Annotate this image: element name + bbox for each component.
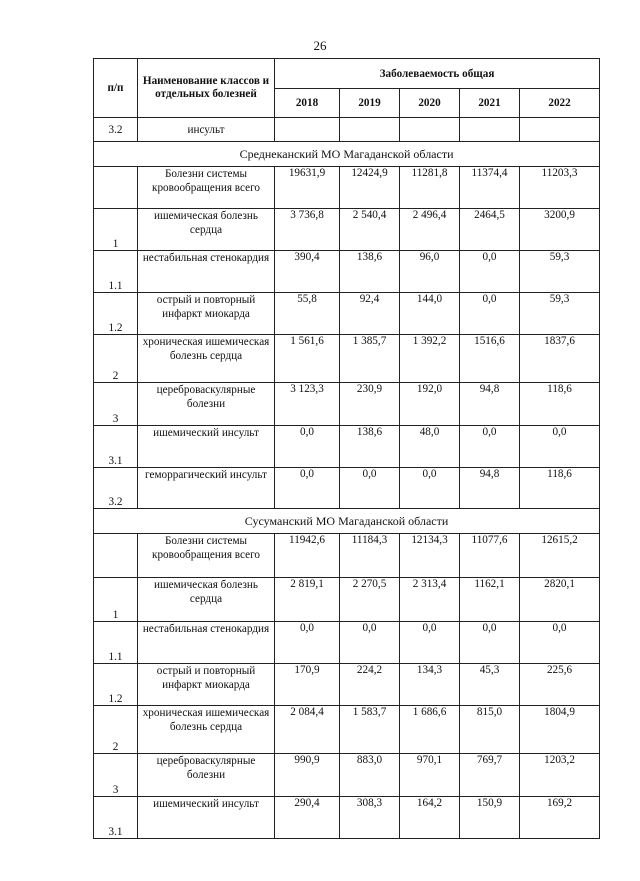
row-value: 12134,3	[400, 534, 460, 578]
section-row	[94, 509, 600, 534]
row-value: 2464,5	[460, 209, 520, 251]
row-value: 94,8	[460, 383, 520, 426]
row-value: 94,8	[460, 468, 520, 509]
row-name: острый и повторный инфаркт миокарда	[138, 664, 275, 706]
row-name: хроническая ишемическая болезнь сердца	[138, 335, 275, 383]
row-value: 192,0	[400, 383, 460, 426]
row-value: 0,0	[340, 468, 400, 509]
row-name: нестабильная стенокардия	[138, 622, 275, 664]
row-value: 2 270,5	[340, 578, 400, 622]
row-name: ишемическая болезнь сердца	[138, 578, 275, 622]
section-row	[94, 142, 600, 167]
row-number: 1	[94, 578, 138, 622]
row-value	[275, 118, 340, 142]
row-value: 2 540,4	[340, 209, 400, 251]
table-row	[94, 664, 600, 706]
row-name: хроническая ишемическая болезнь сердца	[138, 706, 275, 754]
table-row	[94, 534, 600, 578]
row-value: 1 392,2	[400, 335, 460, 383]
row-number: 1.1	[94, 622, 138, 664]
row-value: 11942,6	[275, 534, 340, 578]
row-value: 12424,9	[340, 167, 400, 209]
header-year: 2019	[340, 89, 400, 118]
row-value: 1203,2	[520, 754, 600, 797]
row-value: 2 313,4	[400, 578, 460, 622]
row-value: 45,3	[460, 664, 520, 706]
row-value: 1804,9	[520, 706, 600, 754]
row-value: 0,0	[275, 426, 340, 468]
row-value: 11203,3	[520, 167, 600, 209]
row-value: 118,6	[520, 468, 600, 509]
table-row	[94, 167, 600, 209]
row-value: 1 385,7	[340, 335, 400, 383]
row-name: ишемический инсульт	[138, 426, 275, 468]
row-value: 308,3	[340, 797, 400, 839]
row-value: 0,0	[460, 251, 520, 293]
row-value: 1 583,7	[340, 706, 400, 754]
row-value: 59,3	[520, 293, 600, 335]
table-row	[94, 468, 600, 509]
row-name: Болезни системы кровообращения всего	[138, 534, 275, 578]
row-name: инсульт	[138, 118, 275, 142]
table-row	[94, 754, 600, 797]
row-value: 11184,3	[340, 534, 400, 578]
row-number: 3.2	[94, 118, 138, 142]
row-value: 0,0	[520, 426, 600, 468]
row-value: 225,6	[520, 664, 600, 706]
header-pp: п/п	[94, 59, 138, 118]
row-value: 134,3	[400, 664, 460, 706]
table-row	[94, 383, 600, 426]
row-value: 55,8	[275, 293, 340, 335]
header-year: 2021	[460, 89, 520, 118]
page-number: 26	[313, 38, 327, 53]
row-value	[520, 118, 600, 142]
row-number: 1.2	[94, 293, 138, 335]
row-value: 0,0	[400, 468, 460, 509]
row-number: 3.1	[94, 426, 138, 468]
row-name: цереброваскулярные болезни	[138, 754, 275, 797]
row-value: 1516,6	[460, 335, 520, 383]
row-number	[94, 534, 138, 578]
row-number: 3.1	[94, 797, 138, 839]
row-value: 59,3	[520, 251, 600, 293]
row-number: 1.2	[94, 664, 138, 706]
row-value: 11077,6	[460, 534, 520, 578]
row-value: 170,9	[275, 664, 340, 706]
row-value: 390,4	[275, 251, 340, 293]
row-value: 769,7	[460, 754, 520, 797]
section-title: Сусуманский МО Магаданской области	[94, 509, 600, 534]
row-value: 2 819,1	[275, 578, 340, 622]
table-row	[94, 293, 600, 335]
row-value	[460, 118, 520, 142]
row-value: 138,6	[340, 251, 400, 293]
table-row	[94, 118, 600, 142]
row-name: острый и повторный инфаркт миокарда	[138, 293, 275, 335]
row-value: 169,2	[520, 797, 600, 839]
row-value: 1 686,6	[400, 706, 460, 754]
row-name: ишемическая болезнь сердца	[138, 209, 275, 251]
row-value: 0,0	[460, 622, 520, 664]
row-name: цереброваскулярные болезни	[138, 383, 275, 426]
row-value: 2820,1	[520, 578, 600, 622]
row-value: 990,9	[275, 754, 340, 797]
row-value: 3200,9	[520, 209, 600, 251]
row-number: 3	[94, 383, 138, 426]
table-row	[94, 706, 600, 754]
header-row	[94, 59, 600, 89]
row-number: 2	[94, 706, 138, 754]
table-row	[94, 797, 600, 839]
row-value: 2 496,4	[400, 209, 460, 251]
row-value: 144,0	[400, 293, 460, 335]
row-name: ишемический инсульт	[138, 797, 275, 839]
row-value: 118,6	[520, 383, 600, 426]
row-number: 2	[94, 335, 138, 383]
row-number: 1.1	[94, 251, 138, 293]
row-value: 1 561,6	[275, 335, 340, 383]
row-value: 883,0	[340, 754, 400, 797]
morbidity-table	[93, 58, 600, 839]
row-value: 12615,2	[520, 534, 600, 578]
row-value: 0,0	[520, 622, 600, 664]
header-year: 2018	[275, 89, 340, 118]
header-group: Заболеваемость общая	[275, 59, 600, 89]
row-value: 138,6	[340, 426, 400, 468]
header-name: Наименование классов и отдельных болезней	[138, 59, 275, 118]
row-value: 11281,8	[400, 167, 460, 209]
row-value: 2 084,4	[275, 706, 340, 754]
table-row	[94, 622, 600, 664]
row-value: 290,4	[275, 797, 340, 839]
row-value: 0,0	[275, 468, 340, 509]
row-value: 0,0	[400, 622, 460, 664]
row-value: 92,4	[340, 293, 400, 335]
row-number: 3.2	[94, 468, 138, 509]
row-name: нестабильная стенокардия	[138, 251, 275, 293]
row-value: 970,1	[400, 754, 460, 797]
table-row	[94, 578, 600, 622]
row-value: 0,0	[340, 622, 400, 664]
row-number	[94, 167, 138, 209]
section-title: Среднеканский МО Магаданской области	[94, 142, 600, 167]
row-value: 0,0	[275, 622, 340, 664]
row-value: 0,0	[460, 426, 520, 468]
row-number: 1	[94, 209, 138, 251]
row-value	[400, 118, 460, 142]
row-value: 164,2	[400, 797, 460, 839]
row-name: геморрагический инсульт	[138, 468, 275, 509]
header-year: 2020	[400, 89, 460, 118]
row-value: 150,9	[460, 797, 520, 839]
table-row	[94, 426, 600, 468]
row-value: 0,0	[460, 293, 520, 335]
row-name: Болезни системы кровообращения всего	[138, 167, 275, 209]
row-value: 815,0	[460, 706, 520, 754]
row-value: 1837,6	[520, 335, 600, 383]
row-value: 230,9	[340, 383, 400, 426]
row-value: 19631,9	[275, 167, 340, 209]
row-value: 48,0	[400, 426, 460, 468]
row-number: 3	[94, 754, 138, 797]
row-value: 3 123,3	[275, 383, 340, 426]
header-year: 2022	[520, 89, 600, 118]
row-value: 11374,4	[460, 167, 520, 209]
row-value: 3 736,8	[275, 209, 340, 251]
table-row	[94, 209, 600, 251]
row-value: 96,0	[400, 251, 460, 293]
row-value	[340, 118, 400, 142]
row-value: 1162,1	[460, 578, 520, 622]
table-row	[94, 251, 600, 293]
table-row	[94, 335, 600, 383]
row-value: 224,2	[340, 664, 400, 706]
